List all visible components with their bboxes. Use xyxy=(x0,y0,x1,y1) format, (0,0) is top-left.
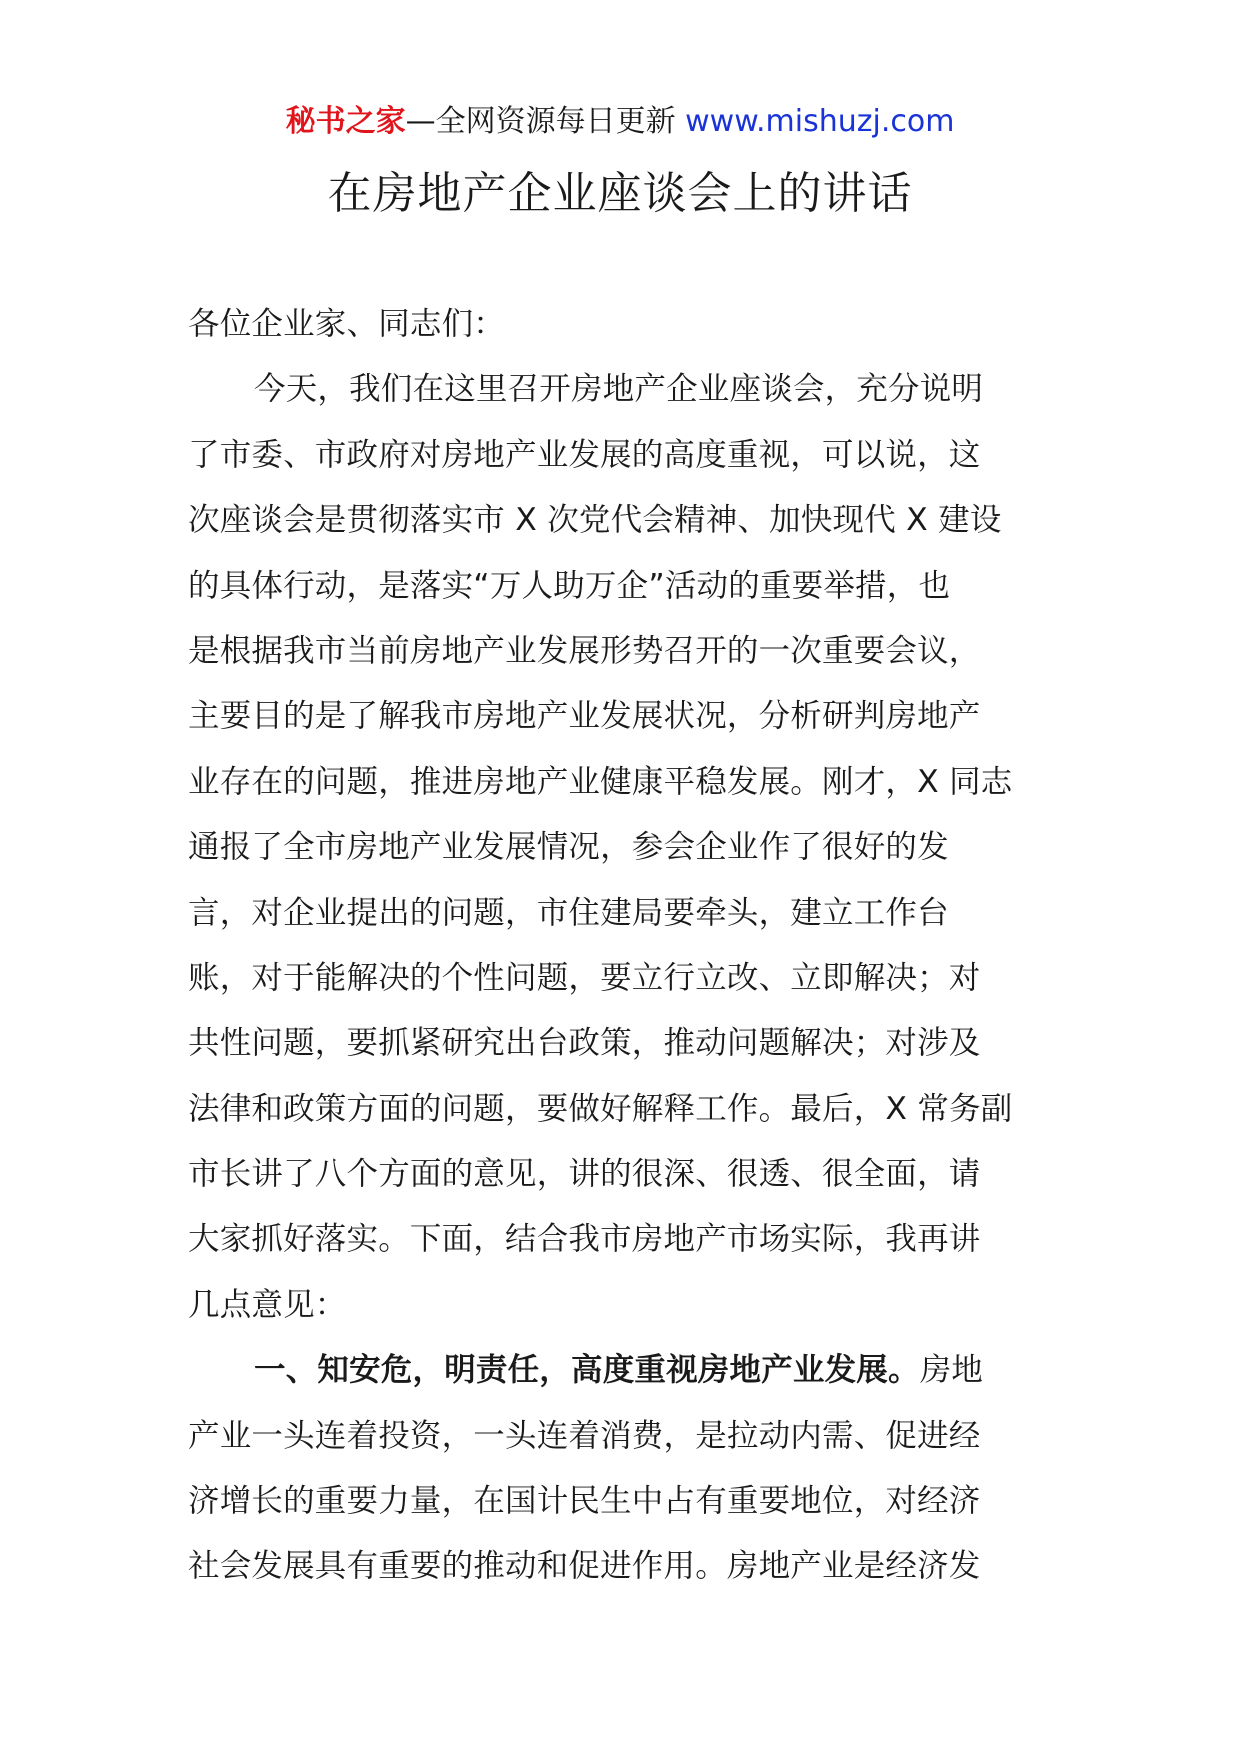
paragraph-line: 法律和政策方面的问题，要做好解释工作。最后，X 常务副 xyxy=(188,1090,1013,1127)
paragraph-line: 言，对企业提出的问题，市住建局要牵头，建立工作台 xyxy=(188,894,949,931)
document-title: 在房地产企业座谈会上的讲话 xyxy=(327,168,913,219)
site-tagline: —全网资源每日更新 xyxy=(405,104,676,139)
paragraph-line: 几点意见： xyxy=(188,1286,347,1323)
paragraph-line: 大家抓好落实。下面，结合我市房地产市场实际，我再讲 xyxy=(188,1221,981,1258)
section-1-first-line xyxy=(188,1338,1058,1403)
paragraph-line: 济增长的重要力量，在国计民生中占有重要地位，对经济 xyxy=(188,1483,981,1520)
section-1-text: 房地 xyxy=(919,1352,984,1389)
paragraph-line: 是根据我市当前房地产业发展形势召开的一次重要会议， xyxy=(188,632,981,669)
brand-name: 秘书之家 xyxy=(285,104,406,139)
paragraph-line: 了市委、市政府对房地产业发展的高度重视，可以说，这 xyxy=(188,436,981,473)
paragraph-line: 产业一头连着投资，一头连着消费，是拉动内需、促进经 xyxy=(188,1417,981,1454)
site-header xyxy=(0,100,1240,144)
document-body xyxy=(188,292,1058,1600)
paragraph-line: 今天，我们在这里召开房地产企业座谈会，充分说明 xyxy=(254,371,984,408)
paragraph-line: 市长讲了八个方面的意见，讲的很深、很透、很全面，请 xyxy=(188,1156,981,1193)
greeting: 各位企业家、同志们： xyxy=(188,306,506,342)
paragraph-line: 次座谈会是贯彻落实市 X 次党代会精神、加快现代 X 建设 xyxy=(188,502,1002,539)
paragraph-line: 账，对于能解决的个性问题，要立行立改、立即解决；对 xyxy=(188,959,981,996)
paragraph-line: 主要目的是了解我市房地产业发展状况，分析研判房地产 xyxy=(188,698,981,735)
paragraph-line: 通报了全市房地产业发展情况，参会企业作了很好的发 xyxy=(188,829,949,866)
site-url-link[interactable]: www.mishuzj.com xyxy=(685,104,955,139)
paragraph-line: 业存在的问题，推进房地产业健康平稳发展。刚才，X 同志 xyxy=(188,763,1013,800)
section-1-heading: 一、知安危，明责任，高度重视房地产业发展。 xyxy=(254,1352,920,1389)
paragraph-line: 的具体行动，是落实“万人助万企”活动的重要举措，也 xyxy=(188,567,951,604)
paragraph-line: 共性问题，要抓紧研究出台政策，推动问题解决；对涉及 xyxy=(188,1025,981,1062)
paragraph-line: 社会发展具有重要的推动和促进作用。房地产业是经济发 xyxy=(188,1548,981,1585)
